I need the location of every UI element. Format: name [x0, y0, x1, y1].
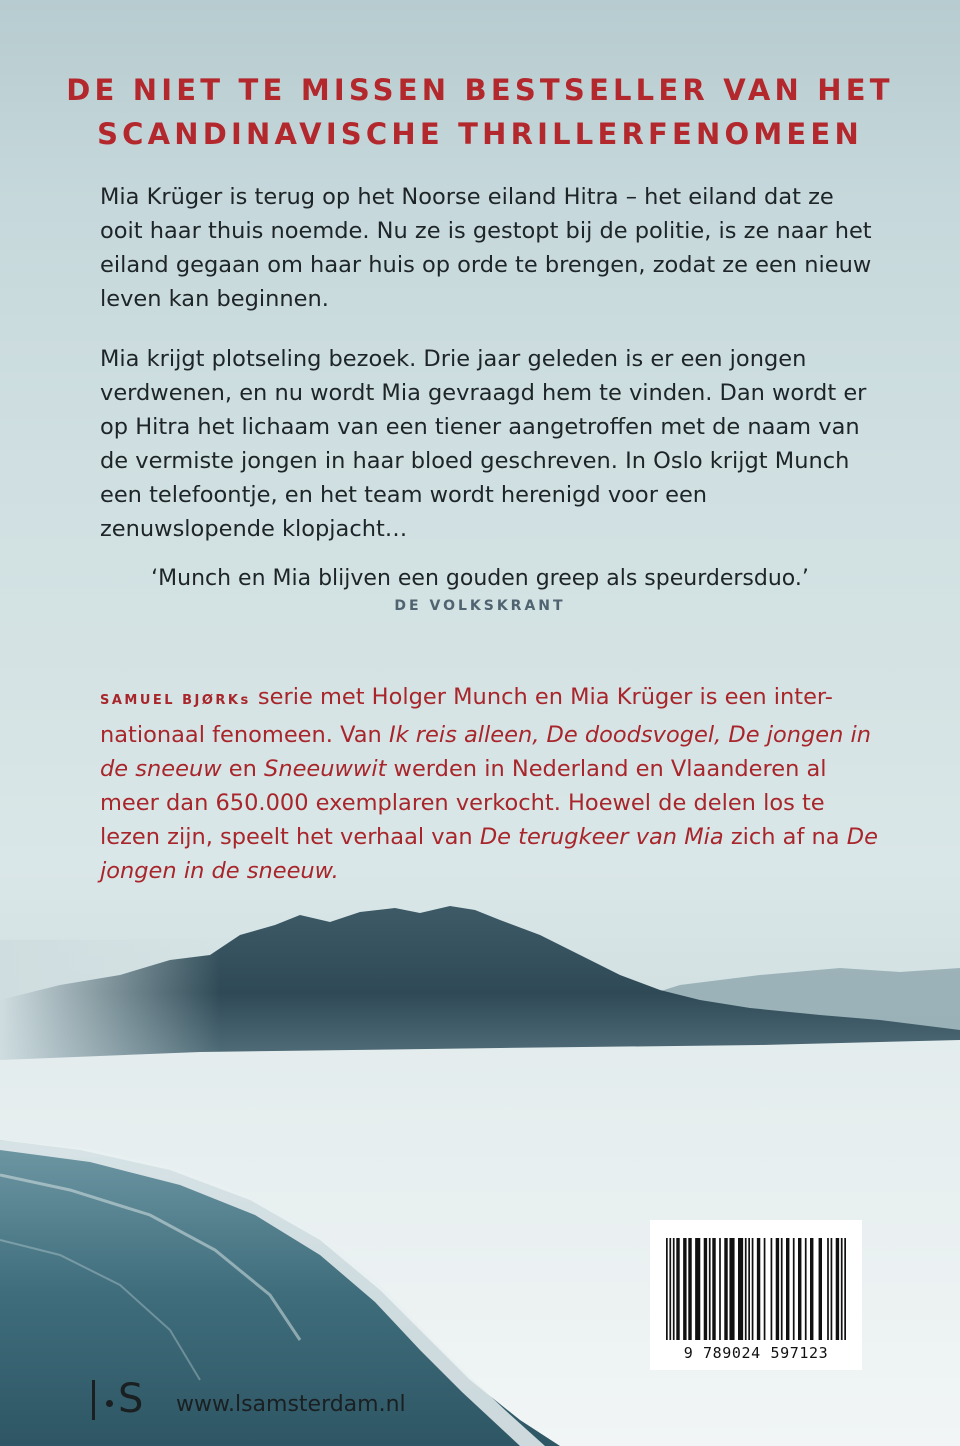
barcode-bar — [724, 1238, 727, 1340]
barcode-bar — [805, 1238, 807, 1340]
barcode-bar — [719, 1238, 721, 1340]
barcode-bar — [738, 1238, 743, 1340]
headline-line-1: DE NIET TE MISSEN BESTSELLER VAN HET — [66, 73, 894, 107]
series-text-4: zich af na — [723, 824, 847, 850]
barcode-bar — [712, 1238, 715, 1340]
barcode-bars — [666, 1238, 846, 1340]
publisher-website[interactable]: www.lsamsterdam.nl — [176, 1392, 406, 1417]
author-name: SAMUEL BJØRKs — [100, 693, 251, 708]
barcode-bar — [844, 1238, 846, 1340]
barcode-bar — [709, 1238, 711, 1340]
series-title-1: Ik reis alleen, De doodsvogel, De jongen in de sneeuw — [100, 722, 872, 782]
barcode-bar — [827, 1238, 829, 1340]
barcode-bar — [752, 1238, 754, 1340]
barcode-bar — [831, 1238, 833, 1340]
barcode-bar — [819, 1238, 822, 1340]
barcode-bar — [781, 1238, 783, 1340]
barcode-bar — [748, 1238, 750, 1340]
barcode-bar — [704, 1238, 707, 1340]
barcode-bar — [786, 1238, 789, 1340]
barcode-bar — [729, 1238, 734, 1340]
series-title-3: De terugkeer van Mia — [479, 824, 724, 850]
headline-line-2: SCANDINAVISCHE THRILLERFENOMEEN — [97, 117, 863, 151]
series-text-3: werden in Nederland en Vlaanderen al meer dan 650.000 exemplaren verkocht. Hoewel de delen los te lezen zijn, speelt het verhaal van — [100, 756, 827, 850]
series-text-2: en — [221, 756, 265, 782]
logo-dot — [106, 1400, 113, 1407]
barcode-bar — [669, 1238, 671, 1340]
barcode-bar — [745, 1238, 747, 1340]
barcode-bar — [695, 1238, 700, 1340]
series-blurb — [100, 680, 880, 888]
review-quote: ‘Munch en Mia blijven een gouden greep als speurdersduo.’ — [151, 566, 809, 591]
barcode-bar — [757, 1238, 760, 1340]
barcode-bar — [673, 1238, 675, 1340]
barcode-bar — [810, 1238, 813, 1340]
barcode-bar — [771, 1238, 773, 1340]
barcode-bar — [676, 1238, 679, 1340]
barcode-digits: 9 789024 597123 — [683, 1344, 829, 1362]
barcode-bar — [793, 1238, 795, 1340]
description-paragraph-1: Mia Krüger is terug op het Noorse eiland Hitra – het eiland dat ze ooit haar thuis noemde. Nu ze is gestopt bij de politie, is ze naar het eiland gegaan om haar huis op orde te brengen, zodat ze een nieuw leven kan beginnen. — [100, 184, 872, 312]
barcode — [650, 1220, 862, 1370]
barcode-bar — [666, 1238, 668, 1340]
logo-bar — [92, 1380, 95, 1420]
series-title-4: De jongen in de sneeuw. — [100, 824, 878, 884]
series-title-2: Sneeuwwit — [264, 756, 387, 782]
barcode-bar — [836, 1238, 839, 1340]
series-text-1: serie met Holger Munch en Mia Krüger is een inter-nationaal fenomeen. Van — [100, 684, 833, 748]
logo-letter: S — [118, 1376, 144, 1422]
review-source: DE VOLKSKRANT — [394, 598, 566, 614]
headline — [0, 68, 960, 156]
barcode-bar — [683, 1238, 686, 1340]
barcode-bar — [798, 1238, 801, 1340]
description-paragraph-2: Mia krijgt plotseling bezoek. Drie jaar geleden is er een jongen verdwenen, en nu wordt Mia gevraagd hem te vinden. Dan wordt er op Hitra het lichaam van een tiener aangetroffen met de naam van de vermiste jongen in haar bloed geschreven. In Oslo krijgt Munch een telefoontje, en het team wordt herenigd voor een zenuwslopende klopjacht… — [100, 346, 867, 542]
barcode-bar — [688, 1238, 691, 1340]
barcode-bar — [841, 1238, 843, 1340]
barcode-bar — [776, 1238, 779, 1340]
barcode-bar — [764, 1238, 766, 1340]
